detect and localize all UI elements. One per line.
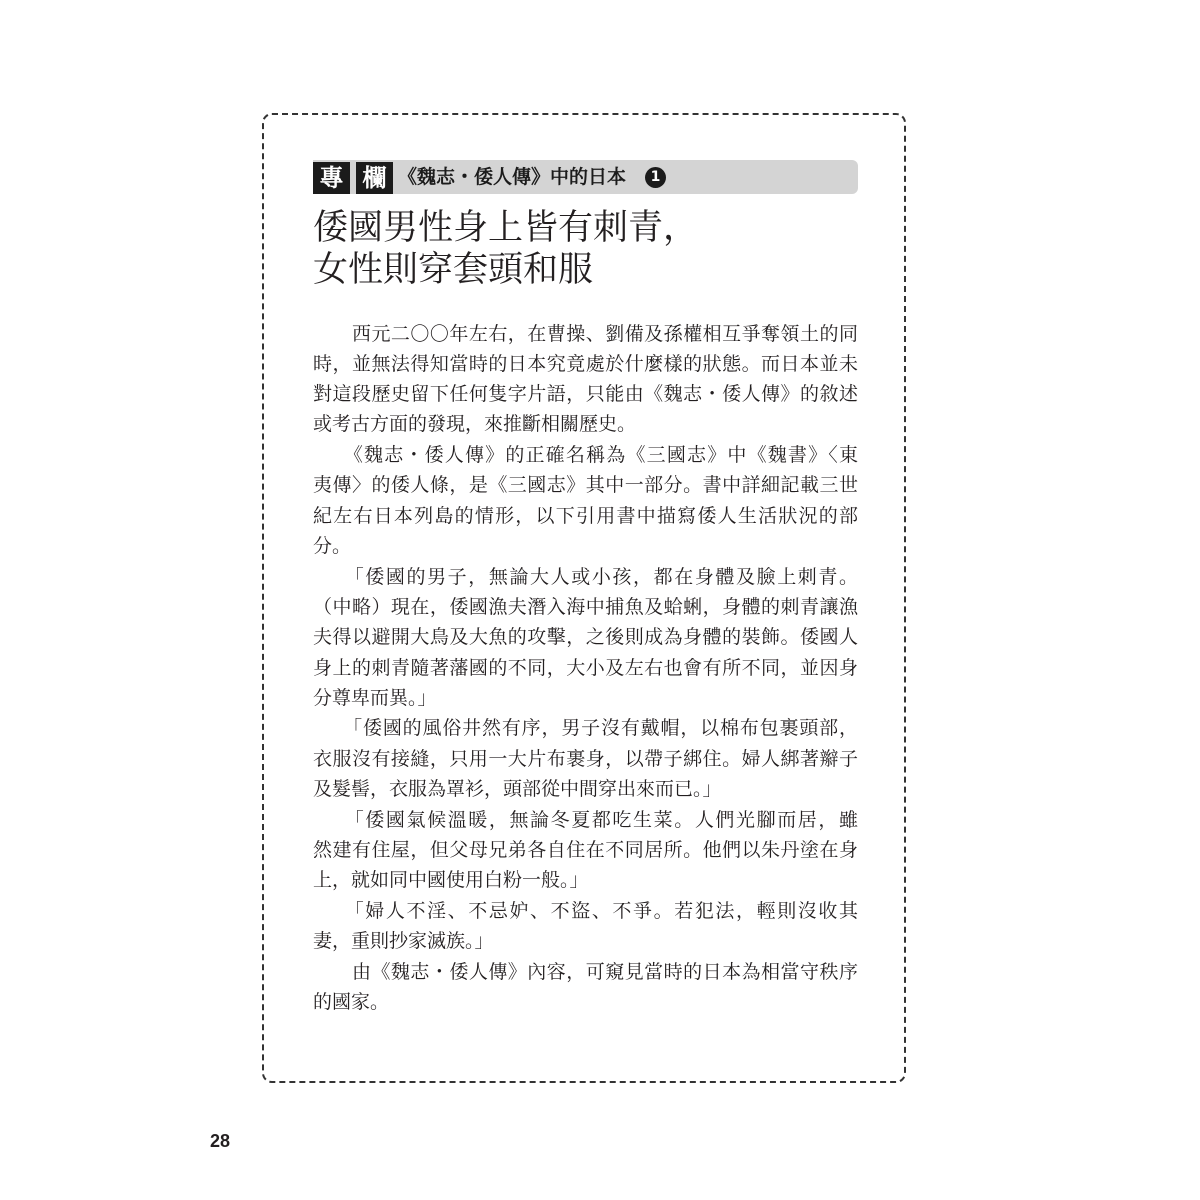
body-line: 或考古方面的發現，來推斷相關歷史。 (313, 413, 637, 435)
body-line: 夷傳〉的倭人條，是《三國志》其中一部分。書中詳細記載三世 (313, 474, 858, 496)
body-line: 然建有住屋，但父母兄弟各自住在不同居所。他們以朱丹塗在身 (313, 839, 858, 861)
body-line: 衣服沒有接縫，只用一大片布裹身，以帶子綁住。婦人綁著辮子 (313, 748, 858, 770)
page-number: 28 (210, 1131, 231, 1151)
body-line: 對這段歷史留下任何隻字片語，只能由《魏志・倭人傳》的敘述 (313, 383, 858, 405)
body-line: 《魏志・倭人傳》的正確名稱為《三國志》中《魏書》〈東 (313, 444, 858, 466)
body-line: 上，就如同中國使用白粉一般。」 (313, 869, 589, 891)
column-number-badge: 1 (645, 167, 666, 188)
body-line: 身上的刺青隨著藩國的不同，大小及左右也會有所不同，並因身 (313, 657, 858, 679)
body-line: 分。 (313, 535, 352, 557)
column-title: 《魏志・倭人傳》中的日本 (398, 166, 627, 188)
body-line: 夫得以避開大鳥及大魚的攻擊，之後則成為身體的裝飾。倭國人 (313, 626, 858, 648)
column-tag-first: 專 (313, 162, 350, 194)
body-line: 妻，重則抄家滅族。」 (313, 930, 494, 952)
headline-line-2: 女性則穿套頭和服 (313, 250, 594, 290)
body-line: 由《魏志・倭人傳》內容，可窺見當時的日本為相當守秩序 (313, 961, 858, 983)
body-line: 西元二〇〇年左右，在曹操、劉備及孫權相互爭奪領土的同 (313, 323, 858, 345)
body-line: 「婦人不淫、不忌妒、不盜、不爭。若犯法，輕則沒收其 (313, 900, 858, 922)
body-line: 及髮髻，衣服為罩衫，頭部從中間穿出來而已。」 (313, 778, 722, 800)
body-line: 分尊卑而異。」 (313, 687, 437, 709)
body-line: 的國家。 (313, 991, 390, 1013)
body-line: 紀左右日本列島的情形，以下引用書中描寫倭人生活狀況的部 (313, 505, 858, 527)
body-line: 「倭國氣候溫暖，無論冬夏都吃生菜。人們光腳而居，雖 (313, 809, 858, 831)
body-line: 「倭國的風俗井然有序，男子沒有戴帽，以棉布包裹頭部， (313, 717, 858, 739)
column-tag-second: 欄 (356, 162, 393, 194)
body-line: （中略）現在，倭國漁夫潛入海中捕魚及蛤蜊，身體的刺青讓漁 (313, 596, 858, 618)
headline-line-1: 倭國男性身上皆有刺青， (313, 208, 699, 248)
body-line: 時，並無法得知當時的日本究竟處於什麼樣的狀態。而日本並未 (313, 353, 858, 375)
body-line: 「倭國的男子，無論大人或小孩，都在身體及臉上刺青。 (313, 566, 858, 588)
